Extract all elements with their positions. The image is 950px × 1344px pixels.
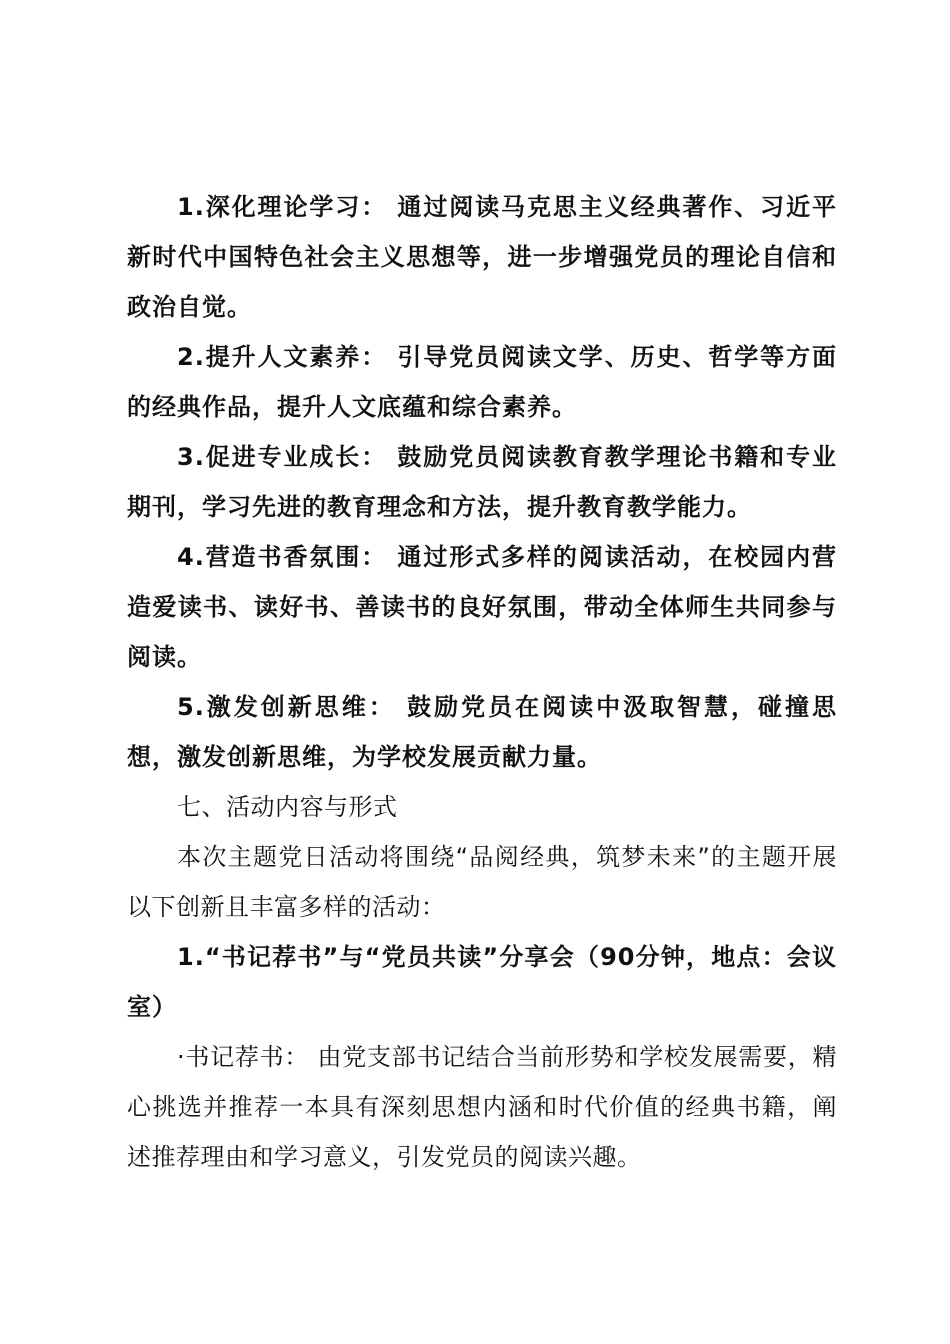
document-page	[127, 182, 837, 1182]
section-intro: 本次主题党日活动将围绕“品阅经典，筑梦未来”的主题开展以下创新且丰富多样的活动：	[127, 843, 837, 921]
section-heading: 七、活动内容与形式	[177, 793, 398, 821]
goal-text: 通过阅读马克思主义经典著作、习近平新时代中国特色社会主义思想等，进一步增强党员的理论自信和政治自觉。	[127, 193, 838, 321]
goal-text: 鼓励党员阅读教育教学理论书籍和专业期刊，学习先进的教育理念和方法，提升教育教学能力。	[127, 443, 838, 521]
goal-heading: 3.促进专业成长：	[177, 443, 388, 471]
goal-heading: 4.营造书香氛围：	[177, 543, 388, 571]
goal-text: 引导党员阅读文学、历史、哲学等方面的经典作品，提升人文底蕴和综合素养。	[127, 343, 838, 421]
goal-heading: 5.激发创新思维：	[177, 693, 396, 721]
activity-item	[127, 1032, 837, 1182]
goal-item-4	[127, 532, 837, 682]
goal-item-1	[127, 182, 837, 332]
activity-title: 1.“书记荐书”与“党员共读”分享会（90分钟，地点：会议室）	[127, 943, 837, 1021]
goal-text: 通过形式多样的阅读活动，在校园内营造爱读书、读好书、善读书的良好氛围，带动全体师生共同参与阅读。	[127, 543, 838, 671]
goal-heading: 2.提升人文素养：	[177, 343, 388, 371]
goal-item-2	[127, 332, 837, 432]
goal-item-3	[127, 432, 837, 532]
goal-text: 鼓励党员在阅读中汲取智慧，碰撞思想，激发创新思维，为学校发展贡献力量。	[127, 693, 838, 771]
goal-heading: 1.深化理论学习：	[177, 193, 388, 221]
activity-item-label: ·书记荐书：	[177, 1043, 310, 1071]
activity-item-text: 由党支部书记结合当前形势和学校发展需要，精心挑选并推荐一本具有深刻思想内涵和时代价值的经典书籍，阐述推荐理由和学习意义，引发党员的阅读兴趣。	[127, 1043, 837, 1171]
goal-item-5	[127, 682, 837, 782]
